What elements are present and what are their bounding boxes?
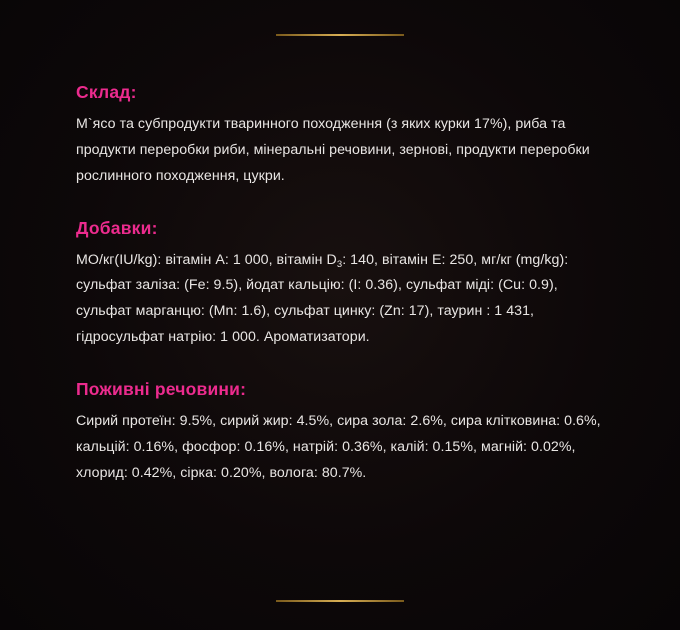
section-composition (76, 82, 604, 190)
section-title-additives: Добавки: (76, 217, 158, 238)
top-divider (276, 34, 404, 36)
additives-text-part1: МО/кг(IU/kg): вітамін A: 1 000, вітамін D (76, 251, 337, 268)
section-additives (76, 218, 604, 351)
section-nutrients (76, 379, 604, 487)
section-title-composition: Склад: (76, 82, 137, 102)
section-body-composition: М`ясо та субпродукти тваринного походження (з яких курки 17%), риба та продукти переробки риби, мінеральні речовини, зернові, продукти переробки рослинного походження, цукри. (76, 116, 590, 184)
section-body-additives (76, 248, 604, 351)
additives-text-part2: : 140, вітамін E: 250, мг/кг (mg/kg): сульфат заліза: (Fe: 9.5), йодат кальцію: (I: 0.36), сульфат міді: (Cu: 0.9), сульфат марганцю: (Mn: 1.6), сульфат цинку: (Zn: 17), таурин : 1 431, гідросульфат натрію: 1 000. Ароматизатори. (76, 251, 569, 346)
label-content (0, 82, 680, 486)
section-title-nutrients: Поживні речовини: (76, 378, 247, 399)
vitamin-d-subscript: 3 (336, 258, 343, 270)
bottom-divider (276, 600, 404, 602)
section-body-nutrients: Сирий протеїн: 9.5%, сирий жир: 4.5%, сира зола: 2.6%, сира клітковина: 0.6%, кальцій: 0.16%, фосфор: 0.16%, натрій: 0.36%, калій: 0.15%, магній: 0.02%, хлорид: 0.42%, сірка: 0.20%, волога: 80.7%. (76, 412, 601, 481)
